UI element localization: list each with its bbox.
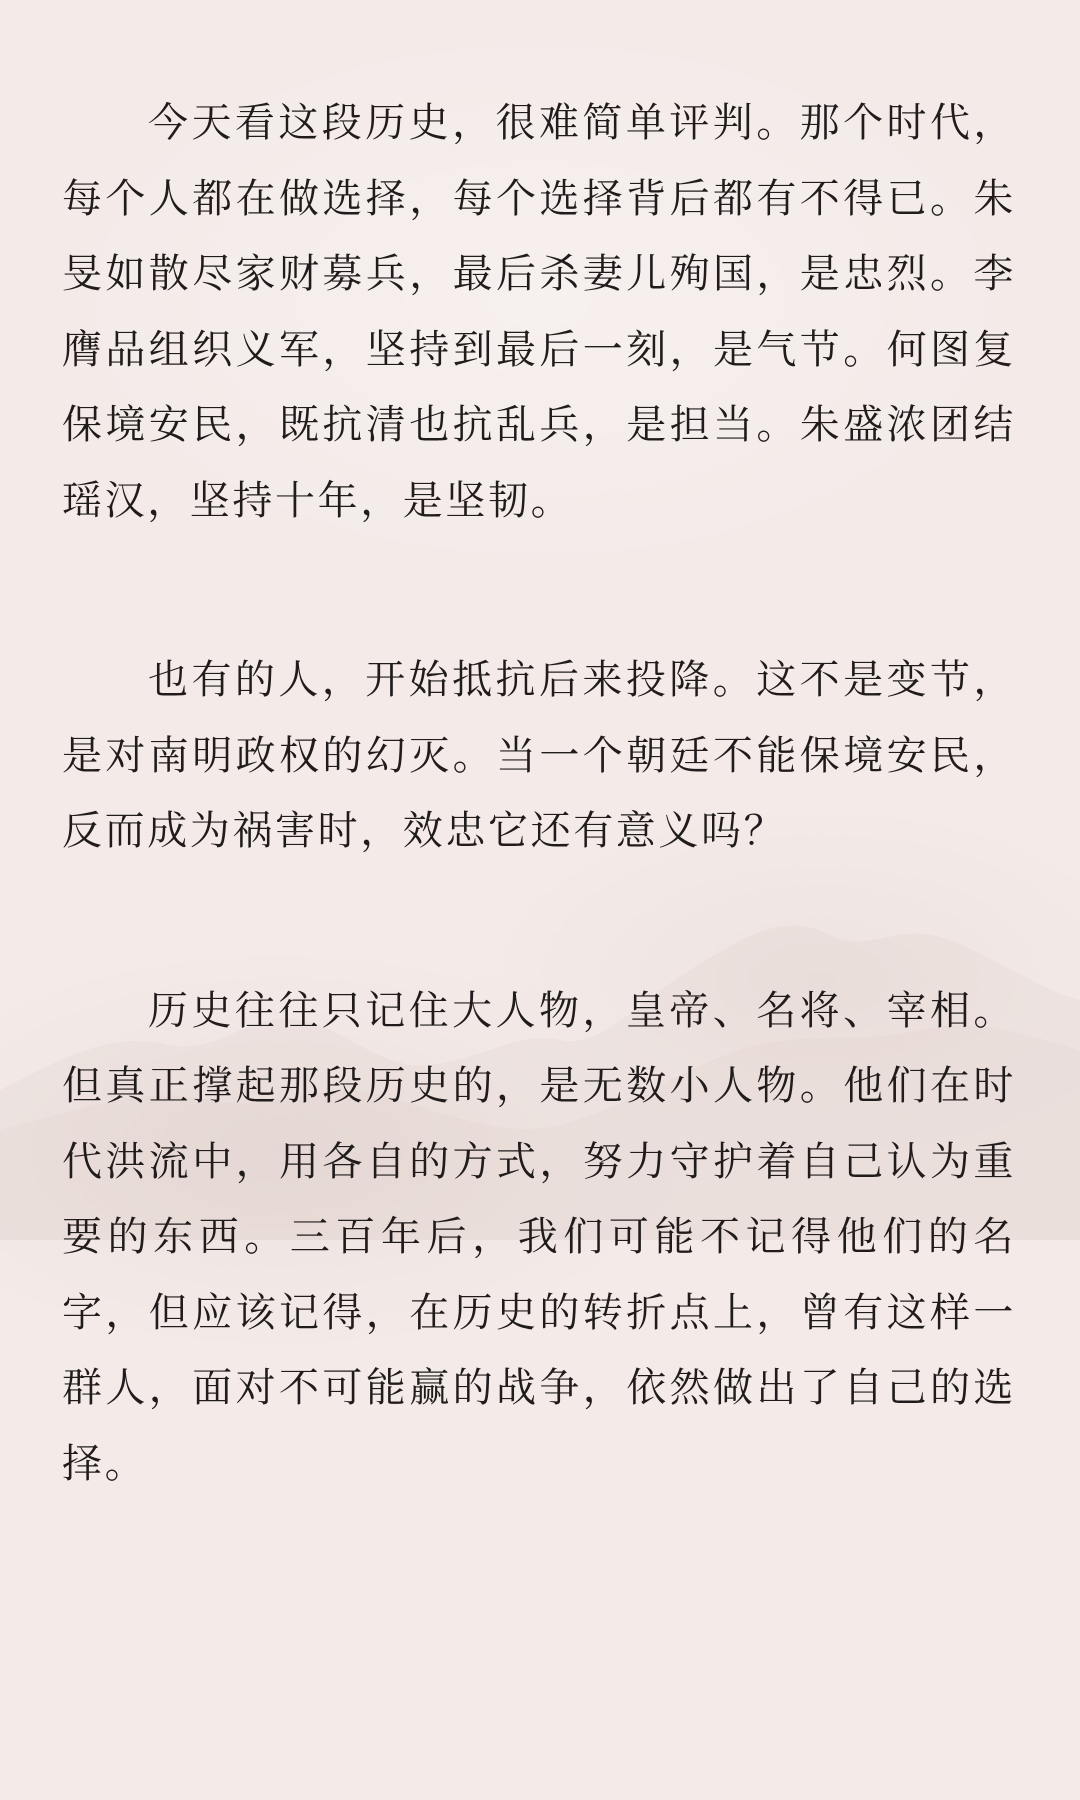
paragraph-3: 历史往往只记住大人物，皇帝、名将、宰相。但真正撑起那段历史的，是无数小人物。他们在时代洪流中，用各自的方式，努力守护着自己认为重要的东西。三百年后，我们可能不记得他们的名字，但应该记得，在历史的转折点上，曾有这样一群人，面对不可能赢的战争，依然做出了自己的选择。 (62, 987, 1016, 1487)
paragraph-1: 今天看这段历史，很难简单评判。那个时代，每个人都在做选择，每个选择背后都有不得已。朱旻如散尽家财募兵，最后杀妻儿殉国，是忠烈。李膺品组织义军，坚持到最后一刻，是气节。何图复保境安民，既抗清也抗乱兵，是担当。朱盛浓团结瑶汉，坚持十年，是坚韧。 (62, 100, 1016, 524)
paragraph-2: 也有的人，开始抵抗后来投降。这不是变节，是对南明政权的幻灭。当一个朝廷不能保境安民，反而成为祸害时，效忠它还有意义吗？ (62, 657, 1016, 854)
article-body (62, 86, 1016, 1502)
